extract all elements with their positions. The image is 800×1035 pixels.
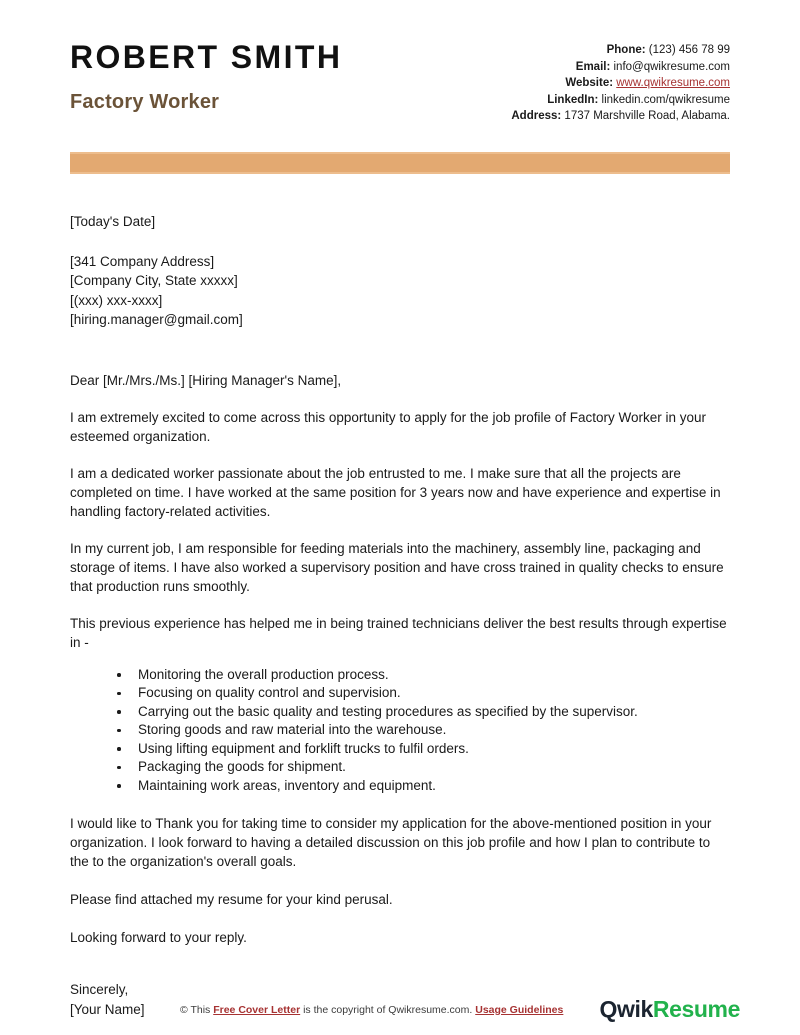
recipient-line: [(xxx) xxx-xxxx] <box>70 292 163 308</box>
contact-row-linkedin <box>511 92 730 109</box>
contact-row-phone <box>511 42 730 59</box>
contact-value-linkedin: linkedin.com/qwikresume <box>601 93 730 106</box>
free-cover-letter-link[interactable]: Free Cover Letter <box>213 1003 301 1016</box>
applicant-job-title: Factory Worker <box>70 91 220 114</box>
list-item: Using lifting equipment and forklift trucks to fulfil orders. <box>117 740 730 759</box>
contact-value-address: 1737 Marshville Road, Alabama. <box>564 110 730 122</box>
contact-row-email <box>511 59 730 76</box>
list-item: Storing goods and raw material into the warehouse. <box>117 721 730 740</box>
contact-row-address <box>511 108 730 125</box>
list-item: Maintaining work areas, inventory and equipment. <box>117 777 730 796</box>
contact-label-website: Website: <box>565 77 614 89</box>
contact-info-block <box>511 36 730 125</box>
accent-bar-divider <box>70 152 730 174</box>
contact-value-email: info@qwikresume.com <box>613 60 730 73</box>
list-item: Packaging the goods for shipment. <box>117 758 730 777</box>
identity-block <box>70 36 342 113</box>
signoff-name-placeholder: [Your Name] <box>70 1001 145 1017</box>
letter-date: [Today's Date] <box>70 213 156 229</box>
closing-paragraph-3: Looking forward to your reply. <box>70 930 247 945</box>
copyright-prefix: © This <box>180 1003 214 1016</box>
contact-row-website <box>511 75 730 92</box>
letter-paragraph-2: I am a dedicated worker passionate about the job entrusted to me. I make sure that all the projects are completed on time. I have worked at the same position for 3 years now and have experience and expertise in handling factory-related activities. <box>70 465 721 519</box>
signoff-salutation: Sincerely, <box>70 982 129 997</box>
contact-label-linkedin: LinkedIn: <box>547 93 599 106</box>
letter-paragraph-1: I am extremely excited to come across this opportunity to apply for the job profile of Factory Worker in your esteemed organization. <box>70 409 707 444</box>
recipient-line: [hiring.manager@gmail.com] <box>70 312 243 327</box>
footer-copyright <box>180 1004 563 1016</box>
document-header <box>0 0 800 125</box>
closing-paragraph-2: Please find attached my resume for your kind perusal. <box>70 892 393 907</box>
qwikresume-logo[interactable] <box>600 998 740 1021</box>
skills-bullet-list <box>70 666 730 796</box>
logo-text-qwik: Qwik <box>599 996 653 1022</box>
letter-paragraph-4: This previous experience has helped me in being trained technicians deliver the best results through expertise in - <box>70 615 727 650</box>
contact-value-website-link[interactable]: www.qwikresume.com <box>616 77 730 89</box>
contact-label-address: Address: <box>511 110 562 122</box>
contact-value-phone: (123) 456 78 99 <box>648 44 730 56</box>
accent-bar-container <box>0 152 800 174</box>
recipient-line: [341 Company Address] <box>70 253 215 269</box>
copyright-middle: is the copyright of Qwikresume.com. <box>300 1003 476 1016</box>
letter-body <box>0 212 800 1020</box>
applicant-name: ROBERT SMITH <box>70 39 343 75</box>
list-item: Carrying out the basic quality and testing procedures as specified by the supervisor. <box>117 703 730 722</box>
recipient-line: [Company City, State xxxxx] <box>70 273 238 288</box>
closing-paragraph-1: I would like to Thank you for taking time to consider my application for the above-mentioned position in your organization. I look forward to having a detailed discussion on this job profile and how I plan to contribute to the to the organization's overall goals. <box>70 816 712 869</box>
recipient-address-block <box>70 252 730 330</box>
contact-label-email: Email: <box>575 60 611 73</box>
usage-guidelines-link[interactable]: Usage Guidelines <box>475 1003 564 1016</box>
logo-text-resume: Resume <box>652 996 740 1022</box>
list-item: Focusing on quality control and supervision. <box>117 684 730 703</box>
document-footer <box>0 998 800 1021</box>
letter-paragraph-3: In my current job, I am responsible for feeding materials into the machinery, assembly line, packaging and storage of items. I have also worked a supervisory position and have cross trained in quality checks to ensure that production runs smoothly. <box>70 540 724 594</box>
contact-label-phone: Phone: <box>606 44 646 56</box>
list-item: Monitoring the overall production process. <box>117 666 730 685</box>
letter-salutation: Dear [Mr./Mrs./Ms.] [Hiring Manager's Name], <box>70 372 342 388</box>
